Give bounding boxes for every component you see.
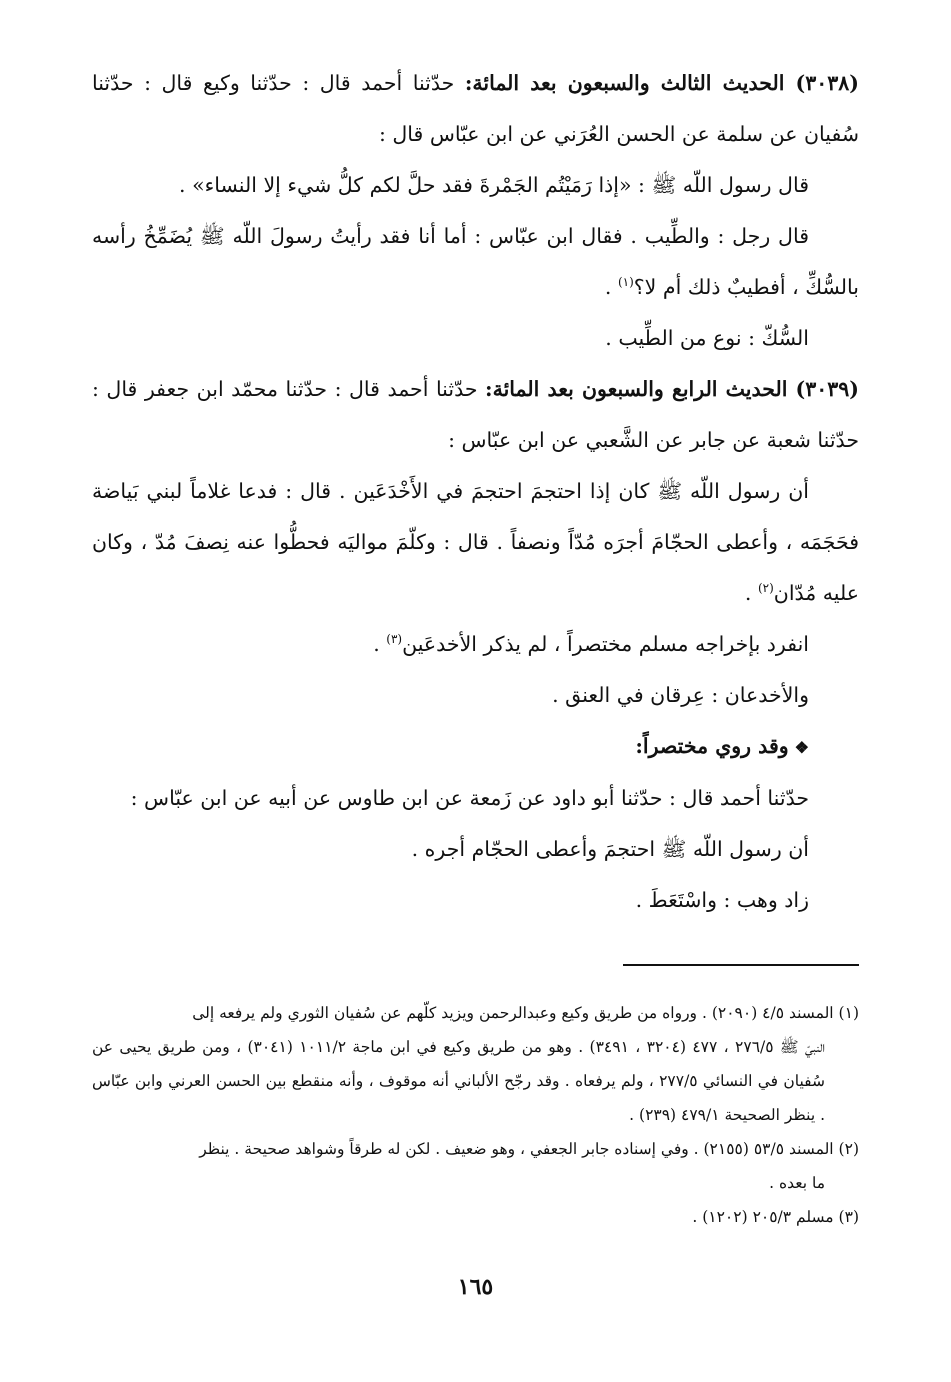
footnote-ref-3: (٣) — [386, 632, 403, 647]
footnote-3-text: مسلم ٢٠٥/٣ (١٢٠٢) . — [692, 1208, 834, 1226]
hadith-3039-note-text: انفرد بإخراجه مسلم مختصراً ، لم يذكر الأخدعَين — [402, 632, 809, 656]
abridged-isnad: حدّثنا أحمد قال : حدّثنا أبو داود عن زَمعة عن ابن طاوس عن أبيه عن ابن عبّاس : — [130, 786, 809, 810]
hadith-3038-isnad-text: حدّثنا أحمد قال : حدّثنا وكيع قال : حدّثنا سُفيان عن سلمة عن الحسن العُرَني عن ابن عبّاس قال : — [92, 71, 859, 146]
hadith-3039-matn: أن رسول اللّه ﷺ كان إذا احتجمَ احتجمَ في الأَخْدَعَين . قال : فدعا غلاماً لبني بَياضة فحَجَمَه ، وأعطى الحجّامَ أجرَه مُدّاً ونصفاً . قال : وكلّمَ مواليَه فحطُّوا عنه نِصفَ مُدّ ، وكان عليه مُدّان$^{(٢)}$ . — [92, 479, 859, 605]
hadith-3039-matn-text: أن رسول اللّه ﷺ كان إذا احتجمَ احتجمَ في الأَخْدَعَين . قال : فدعا غلاماً لبني بَياضة فحَجَمَه ، وأعطى الحجّامَ أجرَه مُدّاً ونصفاً . قال : وكلّمَ مواليَه فحطُّوا عنه نِصفَ مُدّ ، وكان عليه مُدّان — [92, 479, 859, 605]
hadith-3038-matn-1: قال رسول اللّه ﷺ : «إذا رَمَيْتُم الجَمْرةَ فقد حلَّ لكم كلُّ شيء إلا النساء» . — [179, 173, 809, 197]
footnote-3 — [92, 1200, 859, 1234]
footnote-1-marker: (١) — [838, 1004, 859, 1022]
hadith-3039-isnad-text: حدّثنا أحمد قال : حدّثنا محمّد ابن جعفر قال : حدّثنا شعبة عن جابر عن الشَّعبي عن ابن عبّاس : — [92, 377, 859, 452]
hadith-3039-note: انفرد بإخراجه مسلم مختصراً ، لم يذكر الأخدعَين$^{(٣)}$ . — [373, 632, 809, 656]
footnote-2-marker: (٢) — [838, 1140, 859, 1158]
abridged-heading — [92, 721, 859, 773]
page-number: ١٦٥ — [457, 1274, 494, 1300]
hadith-3038-heading: (٣٠٣٨) الحديث الثالث والسبعون بعد المائة: — [464, 71, 859, 95]
abridged-matn: أن رسول اللّه ﷺ احتجمَ وأعطى الحجّام أجره . — [411, 837, 809, 861]
abridged-addition: زاد وهب : واسْتَعَطَ . — [635, 888, 809, 912]
hadith-3038-matn-2: قال رجل : والطِّيب . فقال ابن عبّاس : أما أنا فقد رأيتُ رسولَ اللّه ﷺ يُضَمِّخُ رأسه بالسُّكِّ ، أفطيبٌ ذلك أم لا؟$^{(١)}$ . — [92, 224, 859, 299]
hadith-3038-gloss: السُّكّ : نوع من الطِّيب . — [605, 326, 809, 350]
footnote-3-marker: (٣) — [838, 1208, 859, 1226]
hadith-3039-isnad — [92, 364, 859, 466]
hadith-3038-isnad — [92, 58, 859, 160]
footnote-divider — [623, 964, 859, 966]
footnote-1-continuation: النبيّ ﷺ ٢٧٦/٥ ، ٤٧٧ (٣٢٠٤ ، ٣٤٩١) . وهو من طريق وكيع في ابن ماجة ١٠١١/٢ (٣٠٤١) ، ومن طريق يحيى عن سُفيان في النسائي ٢٧٧/٥ ، ولم يرفعاه . وقد رجّح الألباني أنه موقوف ، وأنه منقطع بين الحسن العرني وابن عبّاس . ينظر الصحيحة ٤٧٩/١ (٢٣٩) . — [92, 1038, 825, 1124]
footnote-1 — [92, 996, 859, 1030]
footnote-2 — [92, 1132, 859, 1166]
hadith-3039-gloss: والأخدعان : عِرقان في العنق . — [552, 683, 809, 707]
footnotes — [92, 996, 859, 1234]
footnote-2-continuation: ما بعده . — [769, 1174, 825, 1192]
footnote-ref-1: (١) — [617, 275, 634, 290]
footnote-1-text: المسند ٤/٥ (٢٠٩٠) . ورواه من طريق وكيع وعبدالرحمن ويزيد كلّهم عن سُفيان الثوري ولم يرفعه إلى — [192, 1004, 834, 1022]
footnote-2-text: المسند ٥٣/٥ (٢١٥٥) . وفي إسناده جابر الجعفي ، وهو ضعيف . لكن له طرقاً وشواهد صحيحة . ينظر — [199, 1140, 834, 1158]
diamond-bullet-icon: ❖ — [794, 738, 809, 757]
main-text — [92, 58, 859, 926]
hadith-3039-heading: (٣٠٣٩) الحديث الرابع والسبعون بعد المائة: — [485, 377, 859, 401]
hadith-3038-matn-2-text: قال رجل : والطِّيب . فقال ابن عبّاس : أما أنا فقد رأيتُ رسولَ اللّه ﷺ يُضَمِّخُ رأسه بالسُّكِّ ، أفطيبٌ ذلك أم لا؟ — [92, 224, 859, 299]
footnote-ref-2: (٢) — [757, 581, 774, 596]
abridged-heading-text: وقد روي مختصراً: — [635, 734, 789, 758]
